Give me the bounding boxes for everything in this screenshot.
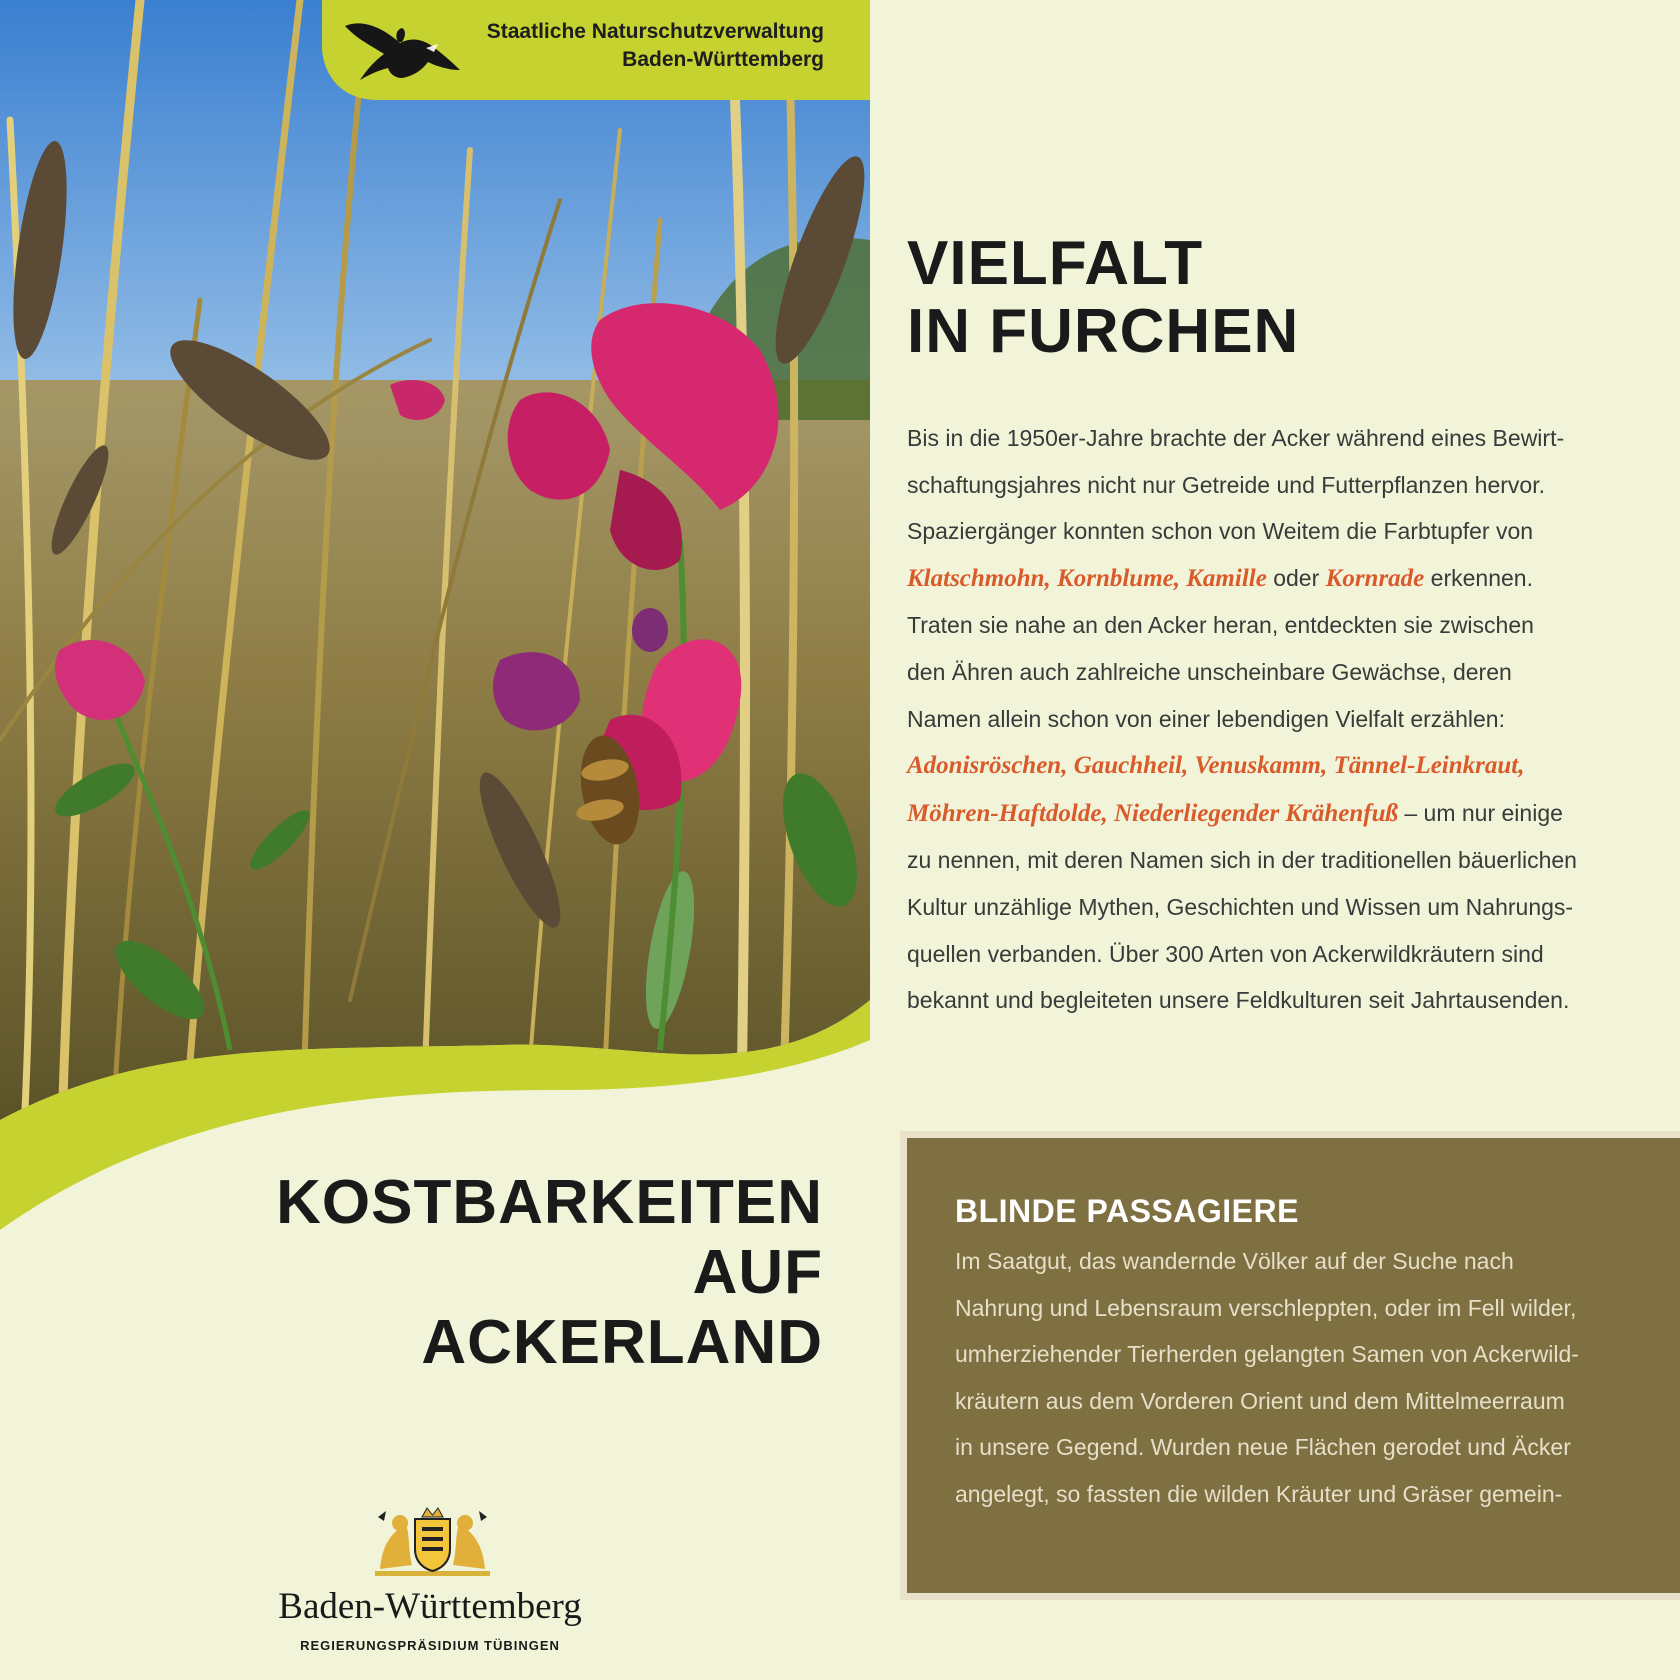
article-title-line-1: VIELFALT bbox=[907, 229, 1204, 298]
plant-names-highlight: Adonisröschen, Gauchheil, Venuskamm, Tännel-Leinkraut, bbox=[907, 752, 1525, 780]
body-line: bekannt und begleiteten unsere Feldkulturen seit Jahrtausenden. bbox=[907, 987, 1570, 1014]
info-line: angelegt, so fassten die wilden Kräuter und Gräser gemein- bbox=[955, 1480, 1563, 1507]
cover-title-line-2: AUF bbox=[692, 1238, 823, 1307]
plant-names-highlight: Möhren-Haftdolde, Niederliegender Krähenfuß bbox=[907, 799, 1398, 827]
body-text: – um nur einige bbox=[1397, 799, 1563, 826]
info-line: Nahrung und Lebensraum verschleppten, oder im Fell wilder, bbox=[955, 1294, 1577, 1321]
authority-name: REGIERUNGSPRÄSIDIUM TÜBINGEN bbox=[300, 1638, 560, 1653]
body-text: erkennen. bbox=[1424, 564, 1533, 591]
body-line: zu nennen, mit deren Namen sich in der traditionellen bäuerlichen bbox=[907, 847, 1577, 874]
article-title-line-2: IN FURCHEN bbox=[907, 297, 1300, 366]
body-line: den Ähren auch zahlreiche unscheinbare Gewächse, deren bbox=[907, 658, 1512, 685]
body-line: Namen allein schon von einer lebendigen Vielfalt erzählen: bbox=[907, 705, 1505, 732]
body-line: schaftungsjahres nicht nur Getreide und Futterpflanzen hervor. bbox=[907, 471, 1545, 498]
article-title bbox=[907, 230, 1299, 366]
agency-line-1: Staatliche Naturschutzverwaltung bbox=[486, 20, 824, 43]
info-line: umherziehender Tierherden gelangten Samen von Ackerwild- bbox=[955, 1341, 1579, 1368]
agency-line-2: Baden-Württemberg bbox=[622, 48, 824, 71]
info-box-text bbox=[955, 1238, 1579, 1518]
body-text: oder bbox=[1266, 564, 1326, 591]
article-body bbox=[907, 415, 1680, 1024]
cover-title-line-3: ACKERLAND bbox=[421, 1308, 823, 1377]
body-line: Bis in die 1950er-Jahre brachte der Acker während eines Bewirt- bbox=[907, 425, 1565, 451]
info-box-title: BLINDE PASSAGIERE bbox=[955, 1193, 1299, 1229]
agency-name bbox=[440, 18, 824, 74]
cover-title-line-1: KOSTBARKEITEN bbox=[276, 1168, 823, 1237]
cover-title bbox=[276, 1168, 823, 1378]
body-line bbox=[907, 790, 1680, 838]
info-line: kräutern aus dem Vorderen Orient und dem Mittelmeerraum bbox=[955, 1387, 1565, 1414]
body-line bbox=[907, 742, 1680, 790]
body-line: quellen verbanden. Über 300 Arten von Ackerwildkräutern sind bbox=[907, 940, 1544, 967]
info-line: in unsere Gegend. Wurden neue Flächen gerodet und Äcker bbox=[955, 1434, 1571, 1461]
plant-names-highlight: Klatschmohn, Kornblume, Kamille bbox=[907, 564, 1267, 592]
plant-names-highlight: Kornrade bbox=[1325, 564, 1425, 592]
body-line: Kultur unzählige Mythen, Geschichten und Wissen um Nahrungs- bbox=[907, 893, 1574, 920]
body-line bbox=[907, 555, 1680, 603]
body-line: Spaziergänger konnten schon von Weitem die Farbtupfer von bbox=[907, 518, 1534, 545]
coat-of-arms-icon bbox=[370, 1505, 495, 1580]
info-box bbox=[907, 1138, 1680, 1593]
state-name: Baden-Württemberg bbox=[278, 1586, 582, 1627]
info-line: Im Saatgut, das wandernde Völker auf der Suche nach bbox=[955, 1248, 1514, 1274]
body-line: Traten sie nahe an den Acker heran, entdeckten sie zwischen bbox=[907, 612, 1534, 639]
cover-photo bbox=[0, 0, 870, 1230]
